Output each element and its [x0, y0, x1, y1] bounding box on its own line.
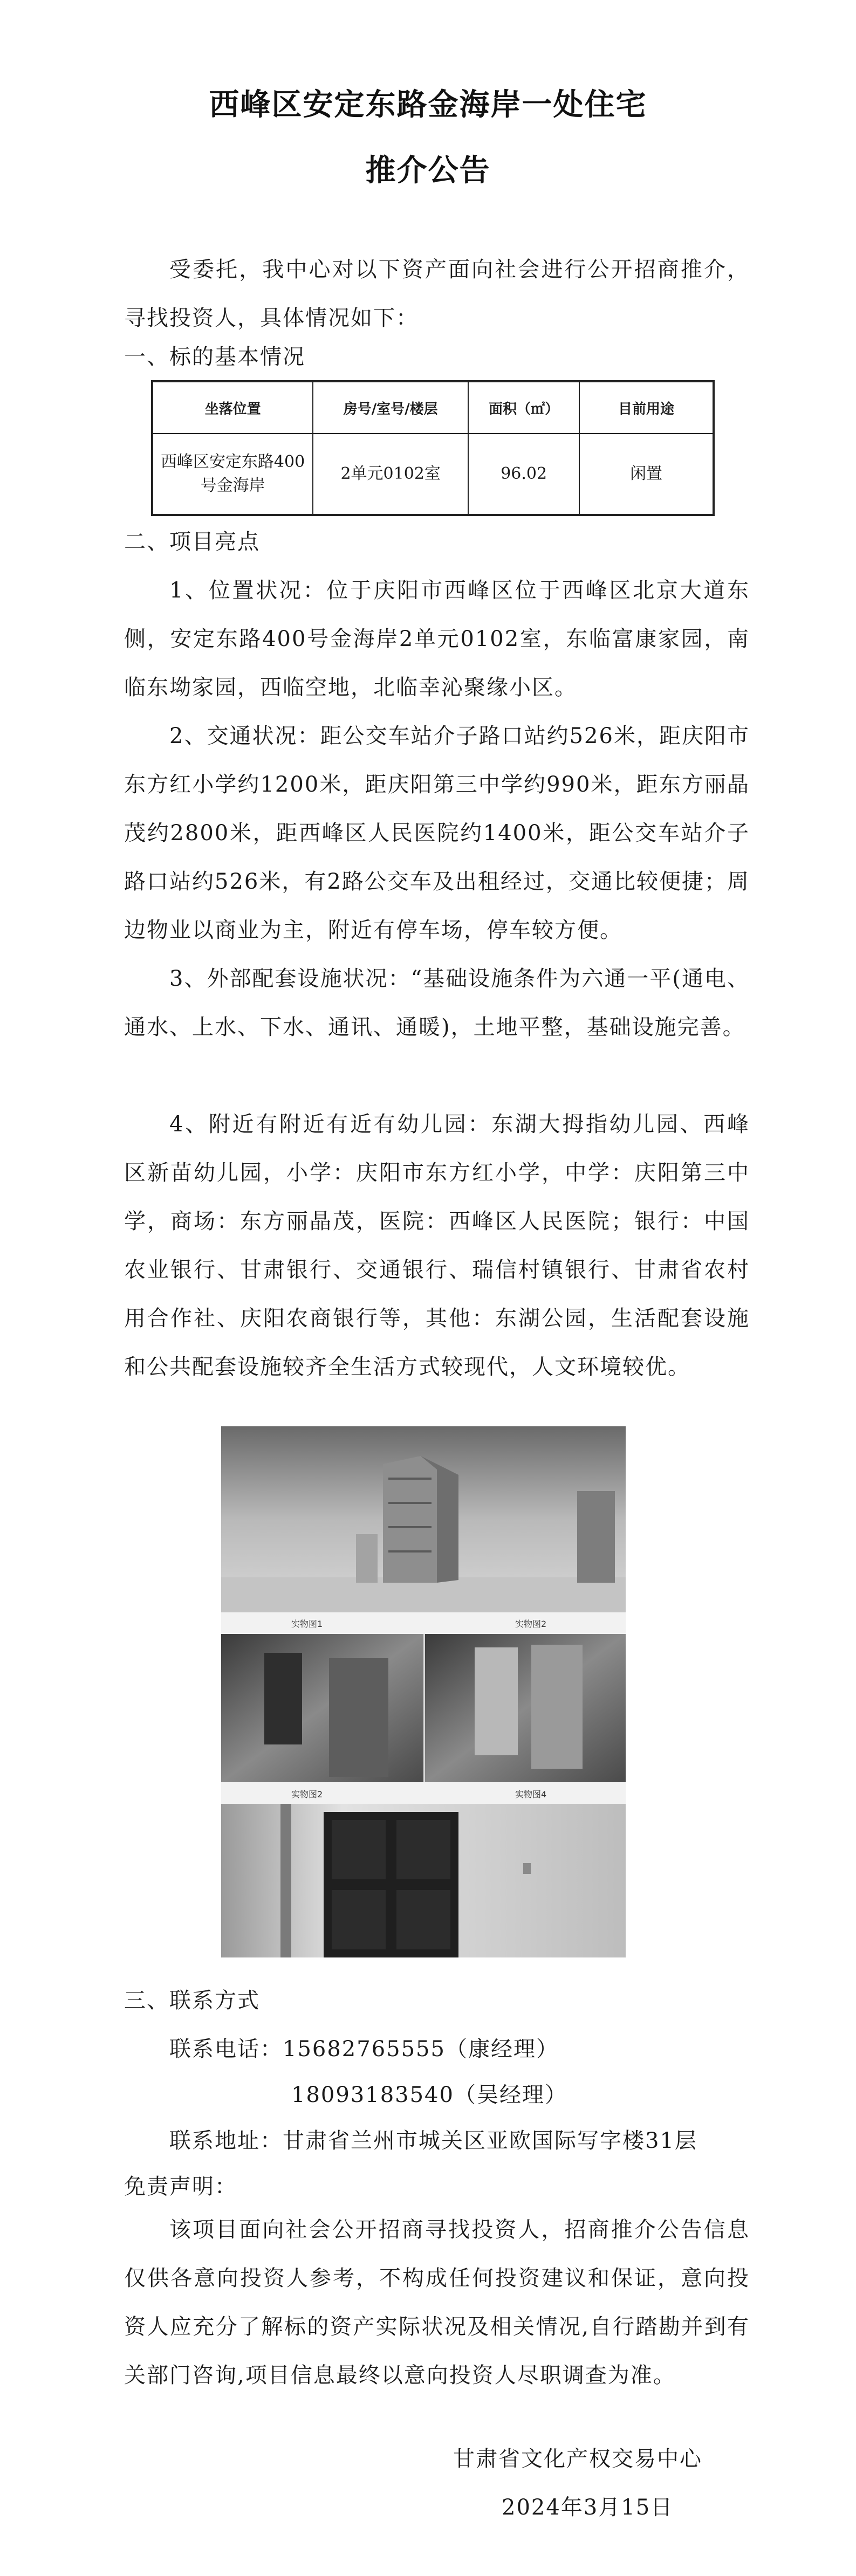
highlight-surroundings: 4、附近有附近有近有幼儿园：东湖大拇指幼儿园、西峰区新苗幼儿园，小学：庆阳市东方红小学，中学：庆阳第三中学，商场：东方丽晶茂，医院：西峰区人民医院；银行：中国农业银行、甘肃银行、交通银行、瑞信村镇银行、甘肃省农村用合作社、庆阳农商银行等，其他：东湖公园，生活配套设施和公共配套设施较齐全生活方式较现代，人文环境较优。	[124, 1112, 750, 1379]
contact-address-label: 联系地址：	[169, 2128, 283, 2153]
highlight-transport: 2、交通状况：距公交车站介子路口站约526米，距庆阳市东方红小学约1200米，距庆阳第三中学约990米，距东方丽晶茂约2800米，距西峰区人民医院约1400米，距公交车站介子路口站约526米，有2路公交车及出租经过，交通比较便捷；周边物业以商业为主，附近有停车场，停车较方便。	[124, 724, 750, 943]
caption-photo-4: 实物图4	[515, 1789, 547, 1799]
contact-phone-1[interactable]: 15682765555（康经理）	[283, 2037, 559, 2062]
disclaimer-heading: 免责声明：	[124, 2174, 237, 2199]
intro-paragraph: 受委托，我中心对以下资产面向社会进行公开招商推介，寻找投资人，具体情况如下：	[124, 257, 750, 331]
section-heading-contact: 三、联系方式	[124, 1988, 260, 2013]
signature-date: 2024年3月15日	[502, 2495, 674, 2520]
table-header-usage: 目前用途	[579, 381, 714, 434]
section-heading-highlights: 二、项目亮点	[124, 530, 260, 554]
table-cell-room: 2单元0102室	[313, 434, 468, 515]
caption-photo-2: 实物图2	[515, 1619, 547, 1629]
highlight-location: 1、位置状况：位于庆阳市西峰区位于西峰区北京大道东侧，安定东路400号金海岸2单元0102室，东临富康家园，南临东坳家园，西临空地，北临幸沁聚缘小区。	[124, 578, 750, 700]
highlight-facilities: 3、外部配套设施状况：“基础设施条件为六通一平(通电、通水、上水、下水、通讯、通暖)，土地平整，基础设施完善。	[124, 966, 750, 1040]
contact-phone-row	[169, 2033, 559, 2065]
table-header-location: 坐落位置	[152, 381, 313, 434]
contact-phone-label: 联系电话：	[169, 2037, 283, 2062]
document-title: 西峰区安定东路金海岸一处住宅	[209, 87, 647, 122]
contact-address: 甘肃省兰州市城关区亚欧国际写字楼31层	[283, 2128, 697, 2153]
caption-photo-3: 实物图2	[291, 1789, 323, 1799]
table-header-room: 房号/室号/楼层	[313, 381, 468, 434]
asset-info-table	[151, 380, 715, 516]
disclaimer-text: 该项目面向社会公开招商寻找投资人，招商推介公告信息仅供各意向投资人参考，不构成任何投资建议和保证，意向投资人应充分了解标的资产实际状况及相关情况,自行踏勘并到有关部门咨询,项目信息最终以意向投资人尽职调查为准。	[124, 2217, 750, 2388]
contact-phone-2[interactable]: 18093183540（吴经理）	[291, 2083, 567, 2107]
table-header-area: 面积（㎡）	[468, 381, 579, 434]
table-cell-area: 96.02	[468, 434, 579, 515]
table-cell-location: 西峰区安定东路400号金海岸	[152, 434, 313, 515]
signature-organization: 甘肃省文化产权交易中心	[453, 2447, 702, 2471]
table-cell-usage: 闲置	[579, 434, 714, 515]
table-header-row	[152, 381, 714, 434]
section-heading-basic-info: 一、标的基本情况	[124, 345, 305, 369]
document-subtitle: 推介公告	[365, 153, 491, 188]
photo-collage-image	[221, 1426, 626, 1957]
table-row	[152, 434, 714, 515]
property-photo-collage	[221, 1426, 626, 1957]
contact-address-row	[169, 2125, 697, 2157]
caption-photo-1: 实物图1	[291, 1619, 323, 1629]
